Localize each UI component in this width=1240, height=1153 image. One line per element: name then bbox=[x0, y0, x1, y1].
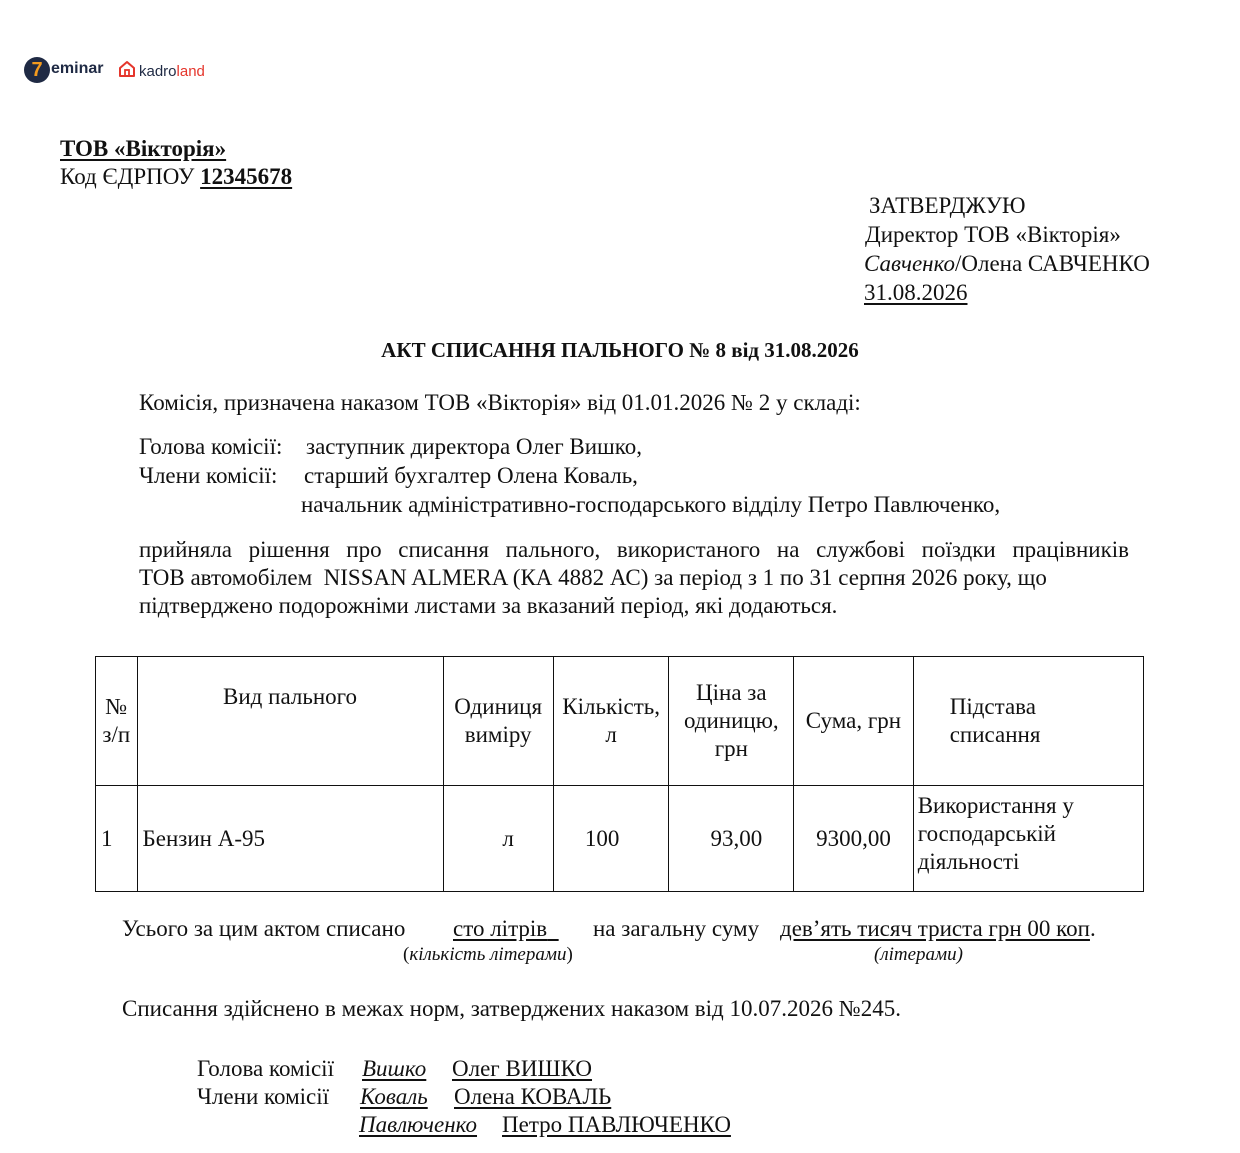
approval-date: 31.08.2026 bbox=[864, 280, 968, 305]
commission-members-label: Члени комісії: bbox=[139, 463, 278, 488]
approval-signature: Савченко bbox=[864, 251, 955, 276]
header-unit bbox=[443, 657, 553, 786]
company-edrpou bbox=[60, 162, 292, 191]
sign-head-name: Олег ВИШКО bbox=[452, 1056, 593, 1081]
sign-members-label: Члени комісії bbox=[197, 1084, 330, 1109]
header-basis-l2: списання bbox=[949, 722, 1041, 747]
total-label: Усього за цим актом списано bbox=[122, 916, 406, 941]
header-unit-l2: виміру bbox=[464, 722, 532, 747]
table-row bbox=[96, 786, 1144, 892]
total-mid-text: на загальну суму bbox=[593, 916, 760, 941]
kadroland-house-icon bbox=[118, 60, 136, 78]
fuel-writeoff-table bbox=[95, 656, 1144, 892]
header-sum: Сума, грн bbox=[794, 657, 914, 786]
edrpou-value: 12345678 bbox=[200, 164, 293, 189]
header-basis bbox=[913, 657, 1143, 786]
total-sum-hint: (літерами) bbox=[874, 944, 963, 965]
approval-heading: ЗАТВЕРДЖУЮ bbox=[869, 193, 1026, 218]
sign-member-1-signature: Коваль bbox=[360, 1084, 428, 1109]
cell-qty: 100 bbox=[553, 786, 669, 892]
header-price-l3: грн bbox=[714, 736, 748, 761]
sign-head-signature: Вишко bbox=[362, 1056, 427, 1081]
seminar-logo-mark: 7 bbox=[24, 57, 50, 83]
company-name: ТОВ «Вікторія» bbox=[60, 136, 227, 161]
cell-basis-l1: Використання у bbox=[917, 793, 1074, 818]
header-qty-l2: л bbox=[605, 722, 617, 747]
header-fuel-type: Вид пального bbox=[137, 657, 443, 786]
cell-basis-l3: діяльності bbox=[917, 849, 1020, 874]
cell-price: 93,00 bbox=[669, 786, 794, 892]
header-price bbox=[669, 657, 794, 786]
total-qty-words bbox=[453, 914, 559, 943]
decision-line-2: ТОВ автомобілем NISSAN ALMERA (КА 4882 АС) за період з 1 по 31 серпня 2026 року, що bbox=[139, 565, 1047, 590]
sign-member-2-name: Петро ПАВЛЮЧЕНКО bbox=[502, 1112, 731, 1137]
commission-intro: Комісія, призначена наказом ТОВ «Вікторія» від 01.01.2026 № 2 у складі: bbox=[139, 390, 861, 415]
header-price-l2: одиницю, bbox=[683, 708, 779, 733]
total-sum-words: дев’ять тисяч триста грн 00 коп bbox=[780, 916, 1090, 941]
edrpou-label: Код ЄДРПОУ bbox=[60, 164, 195, 189]
commission-head-value: заступник директора Олег Вишко, bbox=[306, 434, 642, 459]
sign-head-label: Голова комісії bbox=[197, 1056, 334, 1081]
cell-basis bbox=[913, 786, 1143, 892]
header-qty-l1: Кількість, bbox=[562, 694, 661, 719]
total-qty-hint: (кількість літерами) bbox=[403, 944, 573, 965]
kadroland-logo-part1: kadro bbox=[139, 63, 177, 80]
table-header-row bbox=[96, 657, 1144, 786]
approval-separator: / bbox=[954, 251, 962, 276]
decision-line-1: прийняла рішення про списання пального, використаного на службові поїздки працівників bbox=[139, 537, 1129, 562]
total-sum-line bbox=[780, 914, 1096, 943]
approval-name: Олена САВЧЕНКО bbox=[961, 251, 1150, 276]
commission-member-1: старший бухгалтер Олена Коваль, bbox=[304, 463, 638, 488]
kadroland-logo-text bbox=[139, 62, 205, 82]
sign-member-2-signature: Павлюченко bbox=[359, 1112, 478, 1137]
header-num bbox=[96, 657, 138, 786]
cell-fuel-type: Бензин А-95 bbox=[137, 786, 443, 892]
norms-statement: Списання здійснено в межах норм, затверджених наказом від 10.07.2026 №245. bbox=[122, 996, 901, 1021]
commission-head-label: Голова комісії: bbox=[139, 434, 283, 459]
cell-sum: 9300,00 bbox=[794, 786, 914, 892]
sign-member-1-name: Олена КОВАЛЬ bbox=[454, 1084, 612, 1109]
header-basis-l1: Підстава bbox=[949, 694, 1036, 719]
header-qty bbox=[553, 657, 669, 786]
total-qty-hint-text: кількість літерами bbox=[409, 944, 567, 965]
header-unit-l1: Одиниця bbox=[454, 694, 543, 719]
cell-basis-l2: господарській bbox=[917, 821, 1056, 846]
kadroland-logo-part2: land bbox=[176, 63, 205, 80]
header-price-l1: Ціна за bbox=[696, 680, 767, 705]
header-num-l2: з/п bbox=[102, 722, 131, 747]
approval-position: Директор ТОВ «Вікторія» bbox=[865, 222, 1121, 247]
approval-signature-line bbox=[864, 249, 1150, 278]
commission-member-2: начальник адміністративно-господарського відділу Петро Павлюченко, bbox=[301, 492, 1001, 517]
seminar-logo-text: eminar bbox=[51, 60, 104, 77]
header-num-l1: № bbox=[105, 694, 128, 719]
cell-unit: л bbox=[443, 786, 553, 892]
total-dot: . bbox=[1089, 916, 1096, 941]
decision-line-3: підтверджено подорожніми листами за вказаний період, які додаються. bbox=[139, 593, 838, 618]
cell-num: 1 bbox=[96, 786, 138, 892]
document-title: АКТ СПИСАННЯ ПАЛЬНОГО № 8 від 31.08.2026 bbox=[381, 338, 859, 362]
total-qty-words-text: сто літрів bbox=[453, 916, 548, 941]
